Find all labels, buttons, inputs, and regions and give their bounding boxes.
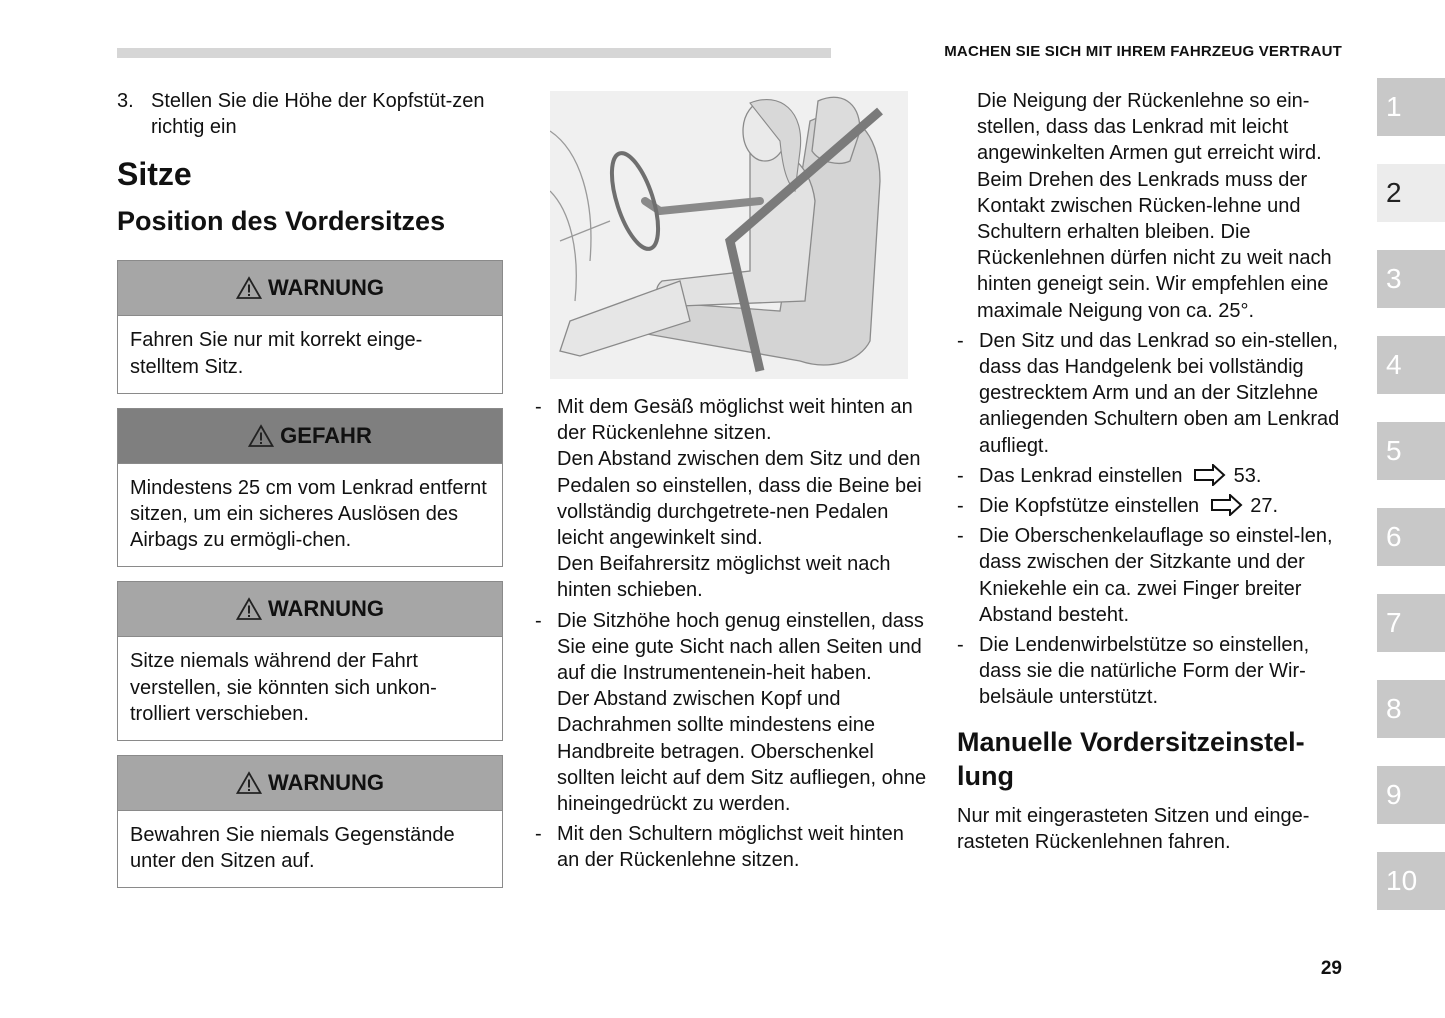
list-item-text: Mit dem Gesäß möglichst weit hinten an der Rückenlehne sitzen.	[557, 396, 913, 445]
chapter-tab-5[interactable]: 5	[1377, 422, 1445, 480]
warning-box-text: Fahren Sie nur mit korrekt einge-stelltem Sitz.	[130, 329, 423, 378]
list-item-text: Die Sitzhöhe hoch genug einstellen, dass Sie eine gute Sicht nach allen Seiten und auf die Instrumentenein-heit haben.	[557, 609, 924, 685]
warning-triangle-icon	[248, 424, 274, 448]
chapter-tab-3[interactable]: 3	[1377, 250, 1445, 308]
danger-box-header	[118, 409, 502, 464]
warning-box	[117, 260, 503, 393]
warning-box	[117, 581, 503, 741]
list-dash: -	[535, 396, 542, 418]
list-item	[535, 394, 930, 604]
page-reference-arrow-icon	[1194, 464, 1226, 486]
warning-box-header	[118, 756, 502, 811]
warning-triangle-icon	[236, 276, 262, 300]
column-right	[957, 88, 1352, 855]
page-reference-arrow-icon	[1211, 494, 1243, 516]
warning-box-title: WARNUNG	[267, 769, 385, 795]
closing-paragraph: Nur mit eingerasteten Sitzen und einge-rasteten Rückenlehnen fahren.	[957, 804, 1310, 853]
warning-box	[117, 755, 503, 888]
list-dash: -	[535, 823, 542, 846]
list-item	[957, 523, 1352, 628]
step-item	[117, 88, 503, 140]
warning-box-header	[118, 261, 502, 316]
step-text: Stellen Sie die Höhe der Kopfstüt-zen richtig ein	[151, 90, 485, 139]
chapter-tab-2[interactable]: 2	[1377, 164, 1445, 222]
list-item	[957, 493, 1352, 519]
list-item-text: Die Oberschenkelauflage so einstel-len, dass zwischen der Sitzkante und der Kniekehle ein ca. zwei Finger breiter Abstand besteht.	[979, 525, 1333, 626]
list-item	[535, 821, 930, 873]
warning-box-text: Bewahren Sie niemals Gegenstände unter den Sitzen auf.	[130, 824, 455, 873]
column-left	[117, 88, 503, 888]
chapter-tab-4[interactable]: 4	[1377, 336, 1445, 394]
page-reference-link[interactable]: 27.	[1250, 495, 1279, 518]
danger-box	[117, 408, 503, 568]
list-item-text: Mit den Schultern möglichst weit hinten an der Rückenlehne sitzen.	[557, 823, 904, 872]
list-item-text: Die Kopfstütze einstellen	[979, 495, 1200, 518]
list-dash: -	[957, 464, 964, 487]
list-item-text: Das Lenkrad einstellen	[979, 464, 1183, 487]
list-dash: -	[957, 525, 964, 548]
chapter-tab-10[interactable]: 10	[1377, 852, 1445, 910]
section-title-manual-seat: Manuelle Vordersitzeinstel-lung	[957, 726, 1305, 791]
list-item	[957, 632, 1352, 711]
list-item-text: Den Abstand zwischen dem Sitz und den Pedalen so einstellen, dass die Beine bei vollständig durchgetrete-nen Pedalen leicht angewinkelt sind.	[557, 448, 922, 550]
chapter-tab-1[interactable]: 1	[1377, 78, 1445, 136]
warning-box-title: WARNUNG	[267, 275, 385, 301]
list-dash: -	[535, 609, 542, 632]
list-item	[535, 608, 930, 818]
warning-triangle-icon	[236, 771, 262, 795]
page-reference-link[interactable]: 53.	[1233, 464, 1262, 487]
chapter-tab-7[interactable]: 7	[1377, 594, 1445, 652]
column-middle	[535, 394, 930, 878]
list-item	[957, 463, 1352, 489]
list-item-text: Den Beifahrersitz möglichst weit nach hinten schieben.	[557, 553, 891, 602]
chapter-tab-8[interactable]: 8	[1377, 680, 1445, 738]
section-title: Sitze	[117, 156, 192, 193]
list-item-text: Die Lendenwirbelstütze so einstellen, dass sie die natürliche Form der Wir-belsäule unterstützt.	[979, 634, 1310, 709]
warning-triangle-icon	[236, 597, 262, 621]
warning-box-header	[118, 582, 502, 637]
chapter-tab-6[interactable]: 6	[1377, 508, 1445, 566]
danger-box-text: Mindestens 25 cm vom Lenkrad entfernt sitzen, um ein sicheres Auslösen des Airbags zu ermögli-chen.	[130, 476, 487, 552]
warning-box-title: WARNUNG	[267, 596, 385, 622]
chapter-tab-9[interactable]: 9	[1377, 766, 1445, 824]
list-item	[957, 328, 1352, 459]
list-item-text: Der Abstand zwischen Kopf und Dachrahmen sollte mindestens eine Handbreite betragen. Oberschenkel sollten leicht auf dem Sitz aufliegen, ohne hineingedrückt zu werden.	[557, 688, 927, 816]
header-rule	[117, 48, 831, 58]
seat-position-illustration	[550, 91, 908, 379]
driver-seat-illustration	[550, 91, 908, 379]
danger-box-title: GEFAHR	[280, 422, 372, 448]
backrest-paragraph: Die Neigung der Rückenlehne so ein-stellen, dass das Lenkrad mit leicht angewinkelten Armen gut erreicht wird. Beim Drehen des Lenkrads muss der Kontakt zwischen Rücken-lehne und Schultern erhalten bleiben. Die Rückenlehnen dürfen nicht zu weit nach hinten geneigt sein. Wir empfehlen eine maximale Neigung von ca. 25°.	[977, 90, 1332, 322]
step-number: 3.	[117, 90, 134, 112]
list-dash: -	[957, 329, 964, 352]
subsection-title: Position des Vordersitzes	[117, 206, 446, 237]
page-number: 29	[1320, 958, 1342, 979]
list-dash: -	[957, 634, 964, 657]
warning-box-text: Sitze niemals während der Fahrt verstellen, sie könnten sich unkon-trolliert verschieben.	[130, 650, 437, 725]
list-item-text: Den Sitz und das Lenkrad so ein-stellen, dass das Handgelenk bei vollständig gestrecktem Arm und an der Sitzlehne anliegenden Schultern oben am Lenkrad aufliegt.	[979, 329, 1340, 457]
chapter-header: MACHEN SIE SICH MIT IHREM FAHRZEUG VERTRAUT	[944, 43, 1342, 60]
list-dash: -	[957, 495, 964, 518]
